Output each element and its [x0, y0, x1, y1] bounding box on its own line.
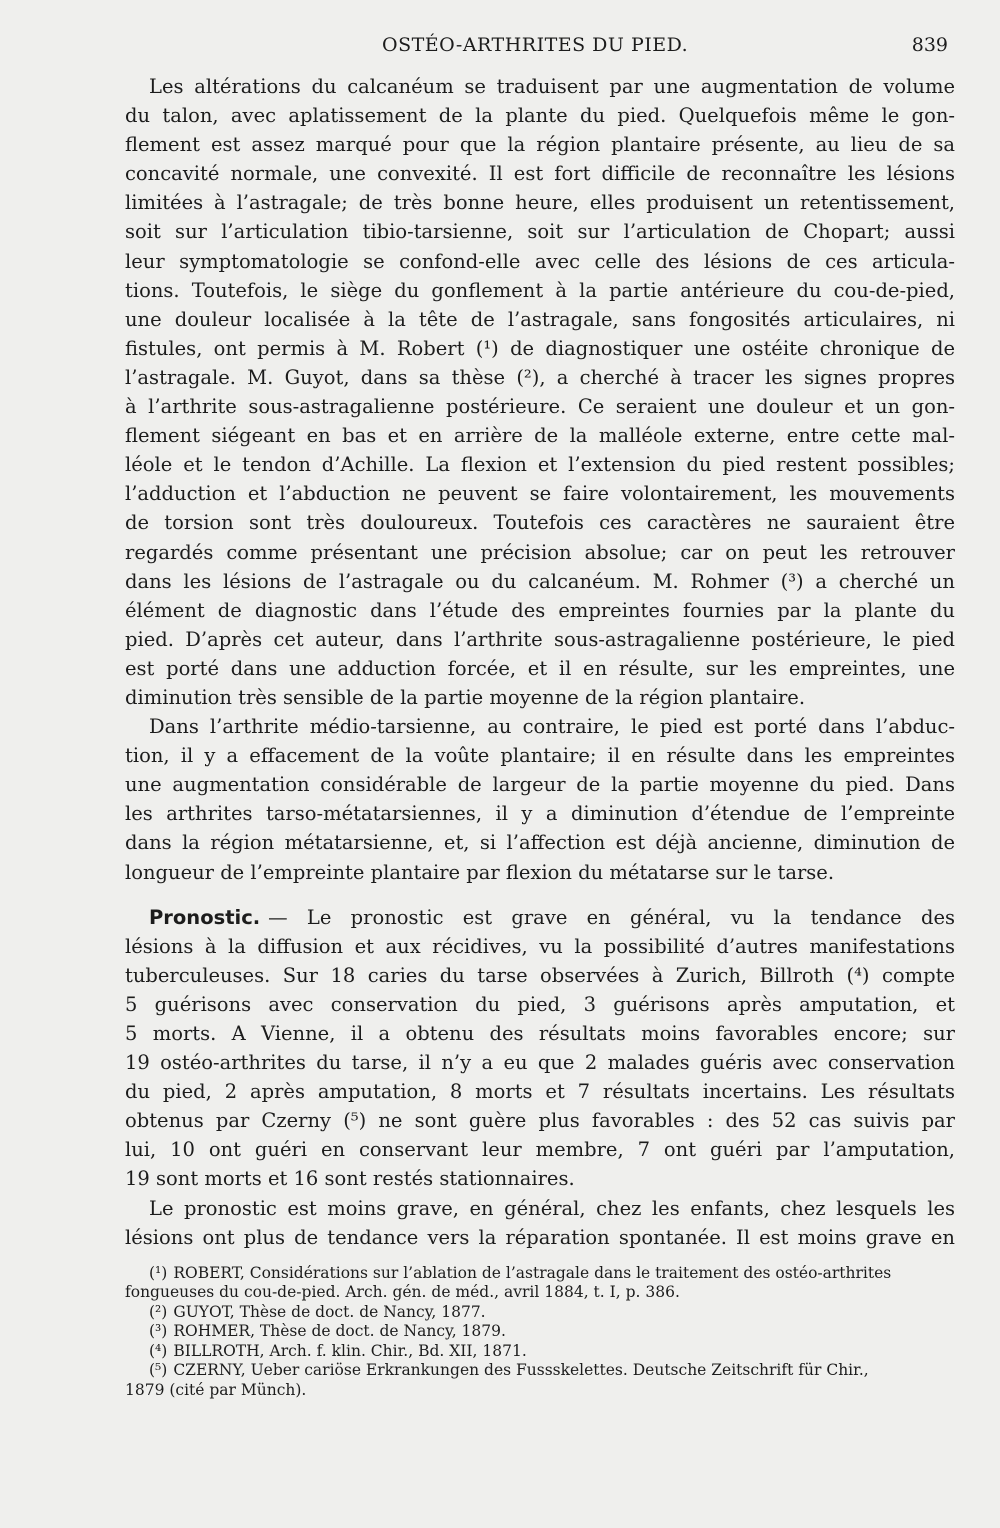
- text-line: [125, 903, 955, 932]
- section-heading-pronostic: Pronostic.: [149, 905, 261, 929]
- footnote-mark: (⁴): [149, 1341, 168, 1360]
- text-line: l’adduction et l’abduction ne peuvent se faire volontairement, les mouvements: [125, 482, 955, 506]
- text-line: de torsion sont très douloureux. Toutefois ces caractères ne sauraient être: [125, 511, 955, 535]
- text-line: concavité normale, une convexité. Il est fort difficile de reconnaître les lésions: [125, 162, 955, 186]
- text-line: élément de diagnostic dans l’étude des empreintes fournies par la plante du: [125, 598, 955, 622]
- footnote-4: [125, 1342, 955, 1362]
- text-line: leur symptomatologie se confond-elle avec celle des lésions de ces articula-: [125, 249, 955, 273]
- text-line: lui, 10 ont guéri en conservant leur membre, 7 ont guéri par l’amputation,: [125, 1138, 955, 1162]
- text-line: lésions ont plus de tendance vers la réparation spontanée. Il est moins grave en: [125, 1225, 955, 1249]
- text-line: Les altérations du calcanéum se traduisent par une augmentation de volume: [149, 75, 955, 98]
- text-line: les arthrites tarso-métatarsiennes, il y a diminution d’étendue de l’empreinte: [125, 802, 955, 826]
- text-line: du talon, avec aplatissement de la plante du pied. Quelquefois même le gon-: [125, 104, 955, 128]
- page-body: [125, 72, 955, 1400]
- text-line: diminution très sensible de la partie moyenne de la région plantaire.: [125, 685, 806, 709]
- paragraph-pronostic: [125, 903, 955, 1194]
- text-line: 5 morts. A Vienne, il a obtenu des résultats moins favorables encore; sur: [125, 1022, 955, 1045]
- footnote-1-continued: fongueuses du cou-de-pied. Arch. gén. de méd., avril 1884, t. I, p. 386.: [125, 1283, 680, 1302]
- text-line: pied. D’après cet auteur, dans l’arthrite sous-astragalienne postérieure, le pied: [125, 627, 955, 651]
- text-line: Le pronostic est moins grave, en général, chez les enfants, chez lesquels les: [149, 1196, 955, 1220]
- text-run: — Le pronostic est grave en général, vu la tendance des: [268, 905, 955, 929]
- running-title: OSTÉO-ARTHRITES DU PIED.: [382, 34, 689, 56]
- text-line: fistules, ont permis à M. Robert (¹) de diagnostiquer une ostéite chronique de: [125, 336, 955, 360]
- text-line: une augmentation considérable de largeur de la partie moyenne du pied. Dans: [125, 773, 955, 797]
- text-line: limitées à l’astragale; de très bonne heure, elles produisent un retentissement,: [125, 191, 955, 215]
- footnote-text: ROBERT, Considérations sur l’ablation de l’astragale dans le traitement des ostéo-arthrites: [173, 1263, 892, 1282]
- paragraph-diagnostic: [125, 72, 955, 712]
- footnote-5-continued: 1879 (cité par Münch).: [125, 1380, 307, 1399]
- text-line: 19 sont morts et 16 sont restés stationnaires.: [125, 1167, 575, 1191]
- text-line: flement siégeant en bas et en arrière de la malléole externe, entre cette mal-: [125, 424, 955, 448]
- paragraph-medio-tarsienne: [125, 712, 955, 887]
- footnote-mark: (¹): [149, 1263, 168, 1282]
- text-line: à l’arthrite sous-astragalienne postérieure. Ce seraient une douleur et un gon-: [125, 395, 955, 419]
- footnote-text: GUYOT, Thèse de doct. de Nancy, 1877.: [173, 1302, 486, 1321]
- page-number: 839: [911, 34, 948, 56]
- footnote-mark: (³): [149, 1322, 168, 1341]
- footnote-mark: (⁵): [149, 1361, 168, 1380]
- text-line: tuberculeuses. Sur 18 caries du tarse observées à Zurich, Billroth (⁴) compte: [125, 963, 955, 987]
- text-line: obtenus par Czerny (⁵) ne sont guère plus favorables : des 52 cas suivis par: [125, 1109, 955, 1133]
- footnote-mark: (²): [149, 1302, 168, 1321]
- paragraph-enfants: [125, 1194, 955, 1252]
- text-line: une douleur localisée à la tête de l’astragale, sans fongosités articulaires, ni: [125, 307, 955, 331]
- text-line: longueur de l’empreinte plantaire par flexion du métatarse sur le tarse.: [125, 860, 835, 884]
- text-line: léole et le tendon d’Achille. La flexion et l’extension du pied restent possibles;: [125, 453, 955, 477]
- text-line: regardés comme présentant une précision absolue; car on peut les retrouver: [125, 540, 955, 564]
- text-line: soit sur l’articulation tibio-tarsienne, soit sur l’articulation de Chopart; aussi: [125, 220, 955, 244]
- footnote-5: [125, 1361, 955, 1381]
- running-header: [120, 34, 960, 64]
- footnote-3: [125, 1322, 955, 1342]
- text-line: 5 guérisons avec conservation du pied, 3 guérisons après amputation, et: [125, 992, 955, 1016]
- text-line: est porté dans une adduction forcée, et il en résulte, sur les empreintes, une: [125, 656, 955, 680]
- text-line: tion, il y a effacement de la voûte plantaire; il en résulte dans les empreintes: [125, 744, 955, 768]
- footnotes: [125, 1264, 955, 1401]
- footnote-1: [125, 1264, 955, 1284]
- text-line: dans les lésions de l’astragale ou du calcanéum. M. Rohmer (³) a cherché un: [125, 569, 955, 593]
- text-line: tions. Toutefois, le siège du gonflement à la partie antérieure du cou-de-pied,: [125, 278, 955, 302]
- footnote-2: [125, 1303, 955, 1323]
- text-line: lésions à la diffusion et aux récidives, vu la possibilité d’autres manifestations: [125, 934, 955, 958]
- text-line: Dans l’arthrite médio-tarsienne, au contraire, le pied est porté dans l’abduc-: [149, 715, 955, 739]
- text-line: du pied, 2 après amputation, 8 morts et 7 résultats incertains. Les résultats: [125, 1080, 955, 1104]
- footnote-text: BILLROTH, Arch. f. klin. Chir., Bd. XII, 1871.: [173, 1341, 527, 1360]
- text-line: dans la région métatarsienne, et, si l’affection est déjà ancienne, diminution de: [125, 831, 955, 855]
- footnote-text: CZERNY, Ueber cariöse Erkrankungen des Fussskelettes. Deutsche Zeitschrift für Chir.,: [173, 1361, 869, 1380]
- text-line: 19 ostéo-arthrites du tarse, il n’y a eu que 2 malades guéris avec conservation: [125, 1051, 955, 1075]
- section-gap: [125, 887, 955, 903]
- footnote-text: ROHMER, Thèse de doct. de Nancy, 1879.: [173, 1322, 506, 1341]
- text-line: flement est assez marqué pour que la région plantaire présente, au lieu de sa: [125, 133, 955, 157]
- text-line: l’astragale. M. Guyot, dans sa thèse (²), a cherché à tracer les signes propres: [125, 365, 955, 389]
